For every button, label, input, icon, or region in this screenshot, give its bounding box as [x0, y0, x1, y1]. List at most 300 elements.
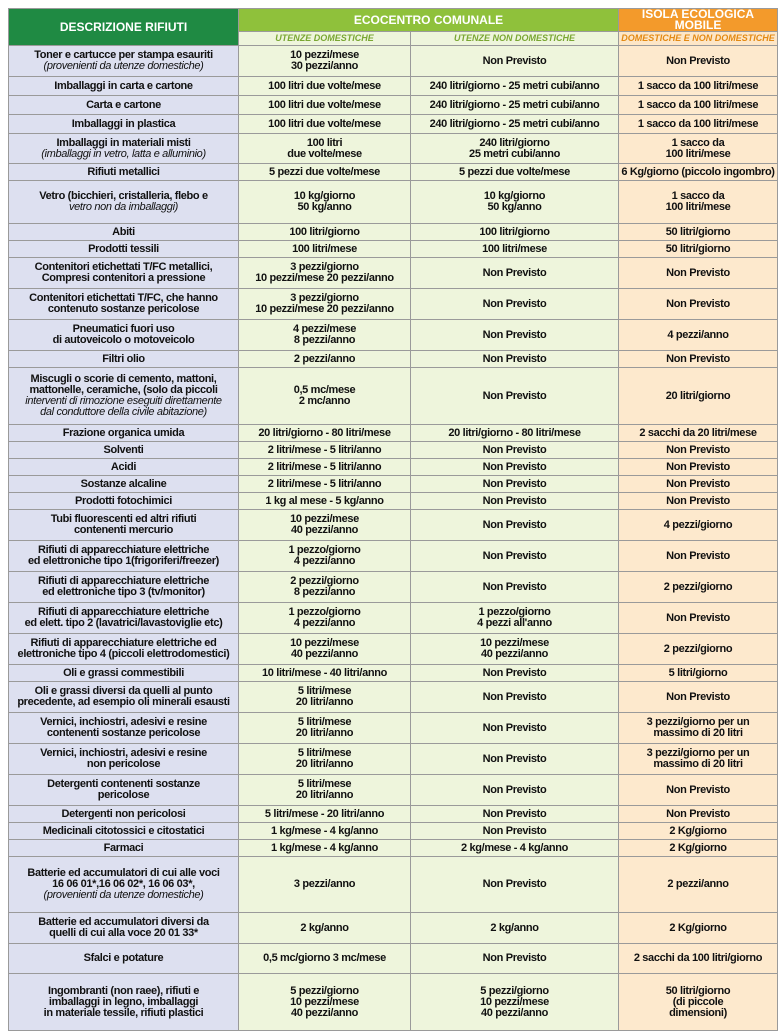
isola-ecologica-cell — [619, 682, 778, 713]
cell-text-line: 3 pezzi/giorno — [290, 261, 359, 273]
utenze-domestiche-cell — [239, 351, 411, 368]
cell-text-line: 20 litri/giorno - 80 litri/mese — [258, 426, 391, 439]
isola-ecologica-cell — [619, 351, 778, 368]
utenze-non-domestiche-cell — [411, 46, 619, 77]
isola-ecologica-cell — [619, 241, 778, 258]
cell-text-line: 40 pezzi/anno — [291, 648, 358, 660]
waste-description-cell — [9, 258, 239, 289]
cell-text-line: 100 litri — [306, 136, 343, 149]
waste-description-cell — [9, 476, 239, 493]
cell-text-line: 50 kg/anno — [487, 201, 542, 213]
cell-text-line: 10 kg/giorno — [293, 190, 356, 202]
utenze-non-domestiche-cell — [411, 603, 619, 634]
utenze-domestiche-cell — [239, 241, 411, 258]
cell-text-line: 2 mc/anno — [298, 395, 351, 407]
waste-description-cell — [9, 823, 239, 840]
utenze-domestiche-cell — [239, 181, 411, 224]
subheader-utenze-domestiche: UTENZE DOMESTICHE — [239, 32, 411, 46]
utenze-non-domestiche-cell — [411, 974, 619, 1031]
cell-text-line: Imballaggi in materiali misti — [56, 136, 191, 149]
cell-text-line: Non Previsto — [482, 878, 547, 890]
table-row — [9, 351, 778, 368]
cell-text-line: 2 kg/anno — [300, 921, 349, 934]
cell-text-line: Detergenti non pericolosi — [61, 807, 186, 820]
cell-text-line: Non Previsto — [666, 297, 730, 310]
isola-ecologica-cell — [619, 134, 778, 164]
cell-text-line: ed elettroniche tipo 1(frigoriferi/freezer) — [28, 555, 219, 567]
cell-text-line: 10 litri/mese - 40 litri/anno — [262, 666, 387, 679]
isola-ecologica-cell — [619, 46, 778, 77]
cell-text-line: Prodotti tessili — [88, 242, 159, 255]
cell-text-line: non pericolose — [86, 758, 161, 770]
isola-ecologica-cell — [619, 181, 778, 224]
cell-text-line: 20 litri/giorno - 80 litri/mese — [448, 426, 581, 439]
header-descrizione-rifiuti: DESCRIZIONE RIFIUTI — [9, 9, 239, 46]
cell-text-line: 40 pezzi/anno — [291, 1006, 358, 1019]
cell-text-line: 5 pezzi/giorno — [480, 984, 549, 997]
cell-text-line: 100 litri/giorno — [289, 225, 360, 238]
cell-text-line: Contenitori etichettati T/FC, che hanno — [29, 292, 218, 304]
cell-text-line: 40 pezzi/anno — [481, 648, 548, 660]
cell-text-line: 1 pezzo/giorno — [288, 544, 361, 556]
table-row — [9, 510, 778, 541]
cell-text-line: 10 kg/giorno — [483, 190, 546, 202]
cell-text-line: 1 pezzo/giorno — [288, 606, 361, 618]
waste-description-cell — [9, 913, 239, 944]
cell-text-line: Rifiuti di apparecchiature elettriche — [37, 544, 210, 556]
table-row — [9, 744, 778, 775]
header-isola-ecologica-mobile: ISOLA ECOLOGICA MOBILE — [619, 9, 778, 32]
isola-ecologica-cell — [619, 913, 778, 944]
cell-text-line: Non Previsto — [482, 518, 547, 531]
utenze-domestiche-cell — [239, 603, 411, 634]
cell-text-line: di autoveicolo o motoveicolo — [52, 334, 195, 346]
utenze-non-domestiche-cell — [411, 823, 619, 840]
cell-text-line: Farmaci — [103, 841, 144, 854]
table-row — [9, 775, 778, 806]
utenze-domestiche-cell — [239, 682, 411, 713]
utenze-domestiche-cell — [239, 840, 411, 857]
cell-text-line: due volte/mese — [287, 147, 362, 160]
table-row — [9, 493, 778, 510]
cell-text-line: 2 pezzi/anno — [293, 352, 356, 365]
table-row — [9, 634, 778, 665]
utenze-non-domestiche-cell — [411, 493, 619, 510]
utenze-non-domestiche-cell — [411, 476, 619, 493]
cell-text-line: 1 kg al mese - 5 kg/anno — [265, 494, 384, 507]
table-row — [9, 944, 778, 974]
table-row — [9, 224, 778, 241]
cell-text-line: Rifiuti di apparecchiature elettriche ed — [30, 637, 217, 649]
isola-ecologica-cell — [619, 974, 778, 1031]
cell-text-line: Contenitori etichettati T/FC metallici, — [34, 261, 213, 273]
utenze-domestiche-cell — [239, 77, 411, 96]
cell-text-line: 5 litri/mese — [297, 685, 352, 697]
cell-text-line: 25 metri cubi/anno — [469, 147, 560, 160]
cell-text-line: 50 litri/giorno — [665, 984, 731, 997]
table-row — [9, 603, 778, 634]
waste-description-cell — [9, 775, 239, 806]
cell-text-line: Toner e cartucce per stampa esauriti — [34, 49, 213, 61]
cell-text-line: Non Previsto — [482, 666, 547, 679]
table-row — [9, 134, 778, 164]
table-row — [9, 840, 778, 857]
cell-text-line: Batterie ed accumulatori diversi da — [38, 916, 209, 928]
cell-text-line: contenuto sostanze pericolose — [47, 303, 200, 315]
cell-text-line: in materiale tessile, rifiuti plastici — [43, 1006, 204, 1019]
cell-text-line: massimo di 20 litri — [653, 727, 743, 739]
utenze-non-domestiche-cell — [411, 541, 619, 572]
waste-description-cell — [9, 572, 239, 603]
cell-text-line: 2 litri/mese - 5 litri/anno — [267, 477, 382, 490]
isola-ecologica-cell — [619, 77, 778, 96]
table-row — [9, 442, 778, 459]
cell-text-line: imballaggi in legno, imballaggi — [48, 995, 199, 1008]
isola-ecologica-cell — [619, 510, 778, 541]
cell-text-line: Non Previsto — [482, 54, 547, 67]
cell-text-line: 8 pezzi/anno — [293, 586, 356, 598]
cell-text-line: Carta e cartone — [86, 98, 161, 111]
table-body — [9, 46, 778, 1031]
utenze-non-domestiche-cell — [411, 115, 619, 134]
cell-text-line: Acidi — [110, 460, 137, 473]
cell-text-line: Sostanze alcaline — [80, 477, 167, 490]
utenze-domestiche-cell — [239, 744, 411, 775]
isola-ecologica-cell — [619, 459, 778, 476]
utenze-domestiche-cell — [239, 258, 411, 289]
isola-ecologica-cell — [619, 476, 778, 493]
table-row — [9, 425, 778, 442]
cell-text-line: 4 pezzi/mese — [292, 323, 357, 335]
isola-ecologica-cell — [619, 541, 778, 572]
cell-text-line: 10 pezzi/mese — [290, 513, 359, 525]
cell-text-line: contenenti mercurio — [73, 524, 174, 536]
table-row — [9, 541, 778, 572]
cell-text-line: 100 litri/mese — [665, 147, 731, 160]
isola-ecologica-cell — [619, 775, 778, 806]
utenze-domestiche-cell — [239, 823, 411, 840]
utenze-domestiche-cell — [239, 974, 411, 1031]
isola-ecologica-cell — [619, 96, 778, 115]
utenze-domestiche-cell — [239, 476, 411, 493]
utenze-domestiche-cell — [239, 775, 411, 806]
cell-text-line: Non Previsto — [482, 952, 547, 964]
cell-text-line: 2 Kg/giorno — [669, 841, 727, 854]
cell-text-line: Non Previsto — [482, 389, 547, 402]
table-row — [9, 115, 778, 134]
cell-text-line: 2 Kg/giorno — [669, 921, 727, 934]
cell-text-line: 1 pezzo/giorno — [478, 606, 551, 618]
isola-ecologica-cell — [619, 320, 778, 351]
cell-text-line: 40 pezzi/anno — [291, 524, 358, 536]
isola-ecologica-cell — [619, 634, 778, 665]
cell-text-line: Rifiuti metallici — [87, 165, 160, 178]
utenze-domestiche-cell — [239, 164, 411, 181]
cell-text-line: 3 pezzi/giorno per un — [646, 747, 750, 759]
cell-text-line: 5 pezzi due volte/mese — [269, 165, 380, 178]
table-row — [9, 974, 778, 1031]
utenze-domestiche-cell — [239, 46, 411, 77]
cell-text-line: 10 pezzi/mese — [290, 49, 359, 61]
utenze-non-domestiche-cell — [411, 351, 619, 368]
waste-description-cell — [9, 857, 239, 913]
waste-description-cell — [9, 241, 239, 258]
cell-text-line: 8 pezzi/anno — [293, 334, 356, 346]
cell-text-line: Non Previsto — [666, 443, 730, 456]
cell-text-line: Non Previsto — [482, 477, 547, 490]
cell-text-line: Non Previsto — [666, 611, 730, 624]
cell-text-line: 4 pezzi/anno — [667, 328, 729, 341]
isola-ecologica-cell — [619, 289, 778, 320]
isola-ecologica-cell — [619, 713, 778, 744]
cell-text-line: Non Previsto — [666, 352, 730, 365]
waste-description-cell — [9, 134, 239, 164]
cell-text-line: Miscugli o scorie di cemento, mattoni, — [30, 373, 217, 385]
table-row — [9, 682, 778, 713]
cell-text-line: massimo di 20 litri — [653, 758, 743, 770]
utenze-non-domestiche-cell — [411, 459, 619, 476]
table-row — [9, 713, 778, 744]
cell-text-line: Ingombranti (non raee), rifiuti e — [47, 984, 199, 997]
waste-description-cell — [9, 425, 239, 442]
header-ecocentro-comunale: ECOCENTRO COMUNALE — [239, 9, 619, 32]
waste-description-cell — [9, 744, 239, 775]
cell-text-line: 100 litri/giorno — [479, 225, 550, 238]
cell-text-line: 100 litri/mese — [292, 242, 357, 255]
cell-text-line: 5 pezzi/giorno — [290, 984, 359, 997]
cell-text-line: Non Previsto — [482, 783, 547, 796]
utenze-non-domestiche-cell — [411, 134, 619, 164]
cell-text-line: Non Previsto — [482, 549, 547, 562]
cell-text-line: Medicinali citotossici e citostatici — [42, 824, 205, 837]
cell-text-line: 20 litri/anno — [295, 758, 354, 770]
cell-text-line: (provenienti da utenze domestiche) — [43, 889, 204, 901]
cell-text-line: (di piccole — [672, 995, 724, 1008]
cell-text-line: 0,5 mc/mese — [293, 384, 356, 396]
utenze-domestiche-cell — [239, 634, 411, 665]
isola-ecologica-cell — [619, 572, 778, 603]
cell-text-line: 1 sacco da 100 litri/mese — [637, 79, 759, 92]
utenze-non-domestiche-cell — [411, 913, 619, 944]
cell-text-line: 100 litri/mese — [665, 201, 731, 213]
utenze-domestiche-cell — [239, 913, 411, 944]
cell-text-line: 20 litri/anno — [295, 696, 354, 708]
isola-ecologica-cell — [619, 806, 778, 823]
cell-text-line: Frazione organica umida — [62, 426, 185, 439]
cell-text-line: 20 litri/anno — [295, 727, 354, 739]
utenze-domestiche-cell — [239, 510, 411, 541]
waste-description-cell — [9, 46, 239, 77]
cell-text-line: mattonelle, ceramiche, (solo da piccoli — [29, 384, 218, 396]
cell-text-line: Non Previsto — [666, 783, 730, 796]
table-row — [9, 258, 778, 289]
cell-text-line: 5 litri/mese - 20 litri/anno — [264, 807, 385, 820]
cell-text-line: pericolose — [97, 789, 150, 801]
waste-limits-table — [8, 8, 778, 1031]
utenze-domestiche-cell — [239, 857, 411, 913]
table-row — [9, 77, 778, 96]
cell-text-line: (imballaggi in vetro, latta e alluminio) — [41, 147, 206, 160]
utenze-domestiche-cell — [239, 493, 411, 510]
cell-text-line: Non Previsto — [666, 807, 730, 820]
cell-text-line: Rifiuti di apparecchiature elettriche — [37, 575, 210, 587]
cell-text-line: Non Previsto — [482, 266, 547, 279]
utenze-non-domestiche-cell — [411, 425, 619, 442]
cell-text-line: 3 pezzi/anno — [293, 878, 356, 890]
cell-text-line: Oli e grassi commestibili — [63, 666, 184, 679]
cell-text-line: 5 litri/giorno — [668, 666, 728, 679]
isola-ecologica-cell — [619, 840, 778, 857]
waste-description-cell — [9, 77, 239, 96]
table-row — [9, 368, 778, 425]
isola-ecologica-cell — [619, 944, 778, 974]
cell-text-line: Non Previsto — [666, 477, 730, 490]
table-row — [9, 46, 778, 77]
cell-text-line: 3 pezzi/giorno per un — [646, 716, 750, 728]
cell-text-line: 2 litri/mese - 5 litri/anno — [267, 443, 382, 456]
cell-text-line: Prodotti fotochimici — [75, 494, 172, 507]
cell-text-line: 20 litri/giorno — [665, 389, 731, 402]
cell-text-line: Non Previsto — [482, 721, 547, 734]
cell-text-line: interventi di rimozione eseguiti direttamente — [25, 395, 222, 407]
utenze-domestiche-cell — [239, 459, 411, 476]
cell-text-line: Non Previsto — [666, 690, 730, 703]
table-row — [9, 665, 778, 682]
cell-text-line: 100 litri due volte/mese — [268, 79, 381, 92]
cell-text-line: 10 pezzi/mese — [480, 637, 549, 649]
cell-text-line: ed elett. tipo 2 (lavatrici/lavastoviglie etc) — [24, 617, 223, 629]
cell-text-line: Vernici, inchiostri, adesivi e resine — [40, 747, 207, 759]
cell-text-line: Pneumatici fuori uso — [72, 323, 175, 335]
cell-text-line: Non Previsto — [482, 460, 547, 473]
cell-text-line: (provenienti da utenze domestiche) — [43, 60, 204, 72]
utenze-non-domestiche-cell — [411, 181, 619, 224]
utenze-domestiche-cell — [239, 944, 411, 974]
cell-text-line: Non Previsto — [482, 752, 547, 765]
cell-text-line: 100 litri due volte/mese — [268, 98, 381, 111]
table-row — [9, 96, 778, 115]
cell-text-line: 4 pezzi/anno — [293, 617, 356, 629]
waste-description-cell — [9, 289, 239, 320]
utenze-non-domestiche-cell — [411, 320, 619, 351]
cell-text-line: Non Previsto — [482, 328, 547, 341]
table-row — [9, 476, 778, 493]
cell-text-line: 50 kg/anno — [297, 201, 352, 213]
cell-text-line: 20 litri/anno — [295, 789, 354, 801]
table-row — [9, 459, 778, 476]
cell-text-line: Rifiuti di apparecchiature elettriche — [37, 606, 210, 618]
isola-ecologica-cell — [619, 823, 778, 840]
isola-ecologica-cell — [619, 603, 778, 634]
cell-text-line: 6 Kg/giorno (piccolo ingombro) — [621, 165, 775, 178]
cell-text-line: Non Previsto — [482, 443, 547, 456]
table-row — [9, 572, 778, 603]
utenze-non-domestiche-cell — [411, 368, 619, 425]
cell-text-line: Vetro (bicchieri, cristalleria, flebo e — [39, 190, 208, 202]
cell-text-line: 40 pezzi/anno — [481, 1006, 548, 1019]
subheader-utenze-non-domestiche: UTENZE NON DOMESTICHE — [411, 32, 619, 46]
cell-text-line: Filtri olio — [102, 352, 145, 365]
cell-text-line: Non Previsto — [482, 494, 547, 507]
cell-text-line: contenenti sostanze pericolose — [46, 727, 201, 739]
cell-text-line: 1 sacco da — [671, 190, 725, 202]
cell-text-line: Solventi — [103, 443, 144, 456]
utenze-non-domestiche-cell — [411, 96, 619, 115]
cell-text-line: precedente, ad esempio oli minerali esausti — [17, 696, 230, 708]
cell-text-line: 10 pezzi/mese — [480, 995, 549, 1008]
cell-text-line: Imballaggi in carta e cartone — [54, 79, 193, 92]
cell-text-line: 240 litri/giorno - 25 metri cubi/anno — [429, 79, 600, 92]
waste-description-cell — [9, 493, 239, 510]
cell-text-line: elettroniche tipo 4 (piccoli elettrodomestici) — [17, 648, 230, 660]
isola-ecologica-cell — [619, 164, 778, 181]
cell-text-line: Vernici, inchiostri, adesivi e resine — [40, 716, 207, 728]
utenze-non-domestiche-cell — [411, 289, 619, 320]
table-row — [9, 181, 778, 224]
table-row — [9, 857, 778, 913]
waste-description-cell — [9, 164, 239, 181]
cell-text-line: quelli di cui alla voce 20 01 33* — [49, 927, 198, 939]
cell-text-line: 1 sacco da 100 litri/mese — [637, 117, 759, 130]
cell-text-line: 5 litri/mese — [297, 716, 352, 728]
cell-text-line: 3 pezzi/giorno — [290, 292, 359, 304]
cell-text-line: Non Previsto — [482, 690, 547, 703]
waste-description-cell — [9, 181, 239, 224]
cell-text-line: 4 pezzi/giorno — [663, 518, 733, 531]
isola-ecologica-cell — [619, 258, 778, 289]
utenze-domestiche-cell — [239, 134, 411, 164]
cell-text-line: dimensioni) — [669, 1006, 727, 1019]
cell-text-line: 2 Kg/giorno — [669, 824, 727, 837]
waste-description-cell — [9, 974, 239, 1031]
waste-description-cell — [9, 459, 239, 476]
cell-text-line: 100 litri/mese — [482, 242, 547, 255]
cell-text-line: 2 sacchi da 100 litri/giorno — [633, 952, 763, 964]
waste-description-cell — [9, 603, 239, 634]
utenze-non-domestiche-cell — [411, 944, 619, 974]
cell-text-line: Non Previsto — [482, 824, 547, 837]
utenze-non-domestiche-cell — [411, 840, 619, 857]
cell-text-line: 2 kg/anno — [490, 921, 539, 934]
cell-text-line: 50 litri/giorno — [665, 242, 731, 255]
waste-description-cell — [9, 806, 239, 823]
cell-text-line: Batterie ed accumulatori di cui alle voci — [27, 867, 220, 879]
cell-text-line: 1 kg/mese - 4 kg/anno — [271, 841, 378, 854]
table-row — [9, 289, 778, 320]
cell-text-line: 240 litri/giorno - 25 metri cubi/anno — [429, 117, 600, 130]
utenze-domestiche-cell — [239, 665, 411, 682]
cell-text-line: Non Previsto — [482, 807, 547, 820]
cell-text-line: Sfalci e potature — [83, 952, 164, 964]
table-row — [9, 806, 778, 823]
cell-text-line: 4 pezzi all'anno — [477, 617, 552, 629]
cell-text-line: Oli e grassi diversi da quelli al punto — [34, 685, 213, 697]
waste-description-cell — [9, 634, 239, 665]
cell-text-line: Compresi contenitori a pressione — [41, 272, 206, 284]
cell-text-line: 50 litri/giorno — [665, 225, 731, 238]
isola-ecologica-cell — [619, 665, 778, 682]
waste-description-cell — [9, 115, 239, 134]
utenze-domestiche-cell — [239, 368, 411, 425]
cell-text-line: Non Previsto — [666, 460, 730, 473]
cell-text-line: 10 pezzi/mese 20 pezzi/anno — [255, 272, 394, 284]
utenze-domestiche-cell — [239, 289, 411, 320]
waste-description-cell — [9, 510, 239, 541]
cell-text-line: 240 litri/giorno — [479, 136, 550, 149]
utenze-non-domestiche-cell — [411, 224, 619, 241]
waste-description-cell — [9, 96, 239, 115]
table-row — [9, 913, 778, 944]
